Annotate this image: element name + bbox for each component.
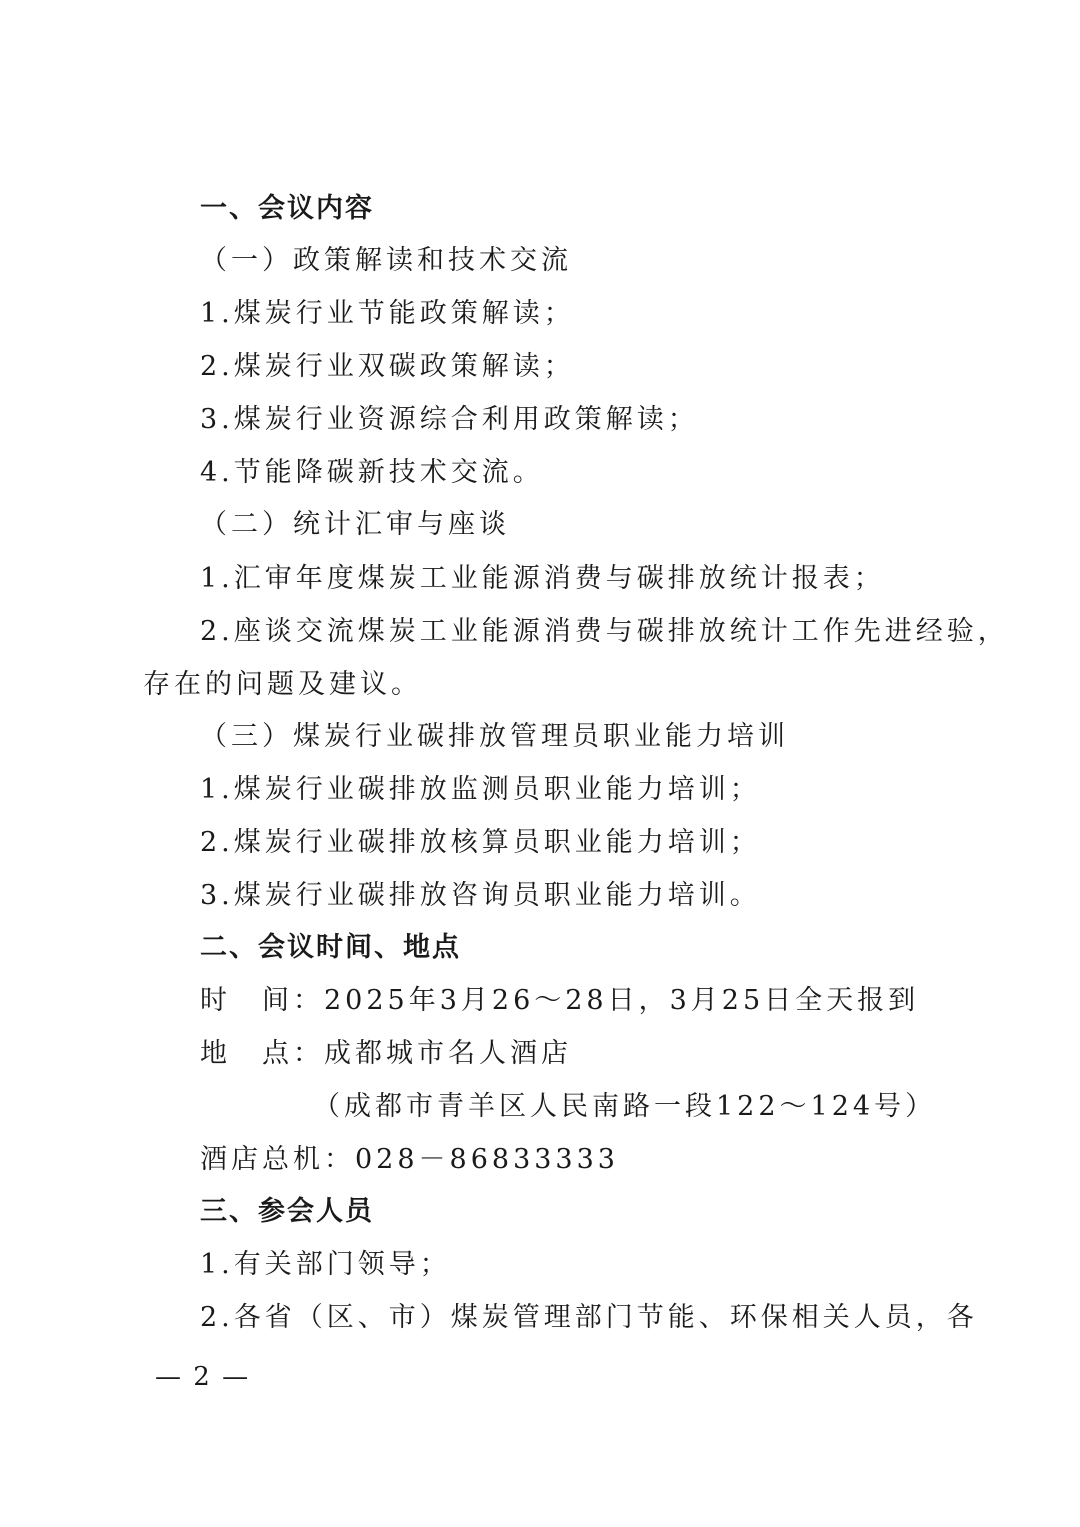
subsection-heading-1: （一）政策解读和技术交流 — [200, 245, 572, 276]
meeting-address: （成都市青羊区人民南路一段122～124号） — [313, 1091, 937, 1122]
list-item: 2.煤炭行业双碳政策解读； — [200, 351, 575, 382]
list-item: 3.煤炭行业碳排放咨询员职业能力培训。 — [200, 880, 761, 911]
list-item: 1.煤炭行业碳排放监测员职业能力培训； — [200, 774, 761, 805]
list-item: 2.各省（区、市）煤炭管理部门节能、环保相关人员，各 — [200, 1302, 978, 1333]
list-item: 1.煤炭行业节能政策解读； — [200, 298, 575, 329]
section-heading-1: 一、会议内容 — [200, 193, 374, 224]
list-item: 2.座谈交流煤炭工业能源消费与碳排放统计工作先进经验， — [200, 616, 1009, 647]
section-heading-3: 三、参会人员 — [200, 1196, 374, 1227]
meeting-time: 时 间：2025年3月26～28日，3月25日全天报到 — [200, 985, 920, 1016]
section-heading-2: 二、会议时间、地点 — [200, 932, 461, 963]
page-number: — 2 — — [155, 1362, 251, 1392]
list-item: 3.煤炭行业资源综合利用政策解读； — [200, 404, 699, 435]
list-item: 4.节能降碳新技术交流。 — [200, 457, 544, 488]
subsection-heading-2: （二）统计汇审与座谈 — [200, 509, 510, 540]
subsection-heading-3: （三）煤炭行业碳排放管理员职业能力培训 — [200, 721, 789, 752]
list-item: 1.汇审年度煤炭工业能源消费与碳排放统计报表； — [200, 563, 885, 594]
list-item-continuation: 存在的问题及建议。 — [143, 669, 422, 700]
list-item: 2.煤炭行业碳排放核算员职业能力培训； — [200, 827, 761, 858]
list-item: 1.有关部门领导； — [200, 1249, 451, 1280]
hotel-phone: 酒店总机：028－86833333 — [200, 1144, 619, 1175]
meeting-place: 地 点：成都城市名人酒店 — [200, 1038, 572, 1069]
